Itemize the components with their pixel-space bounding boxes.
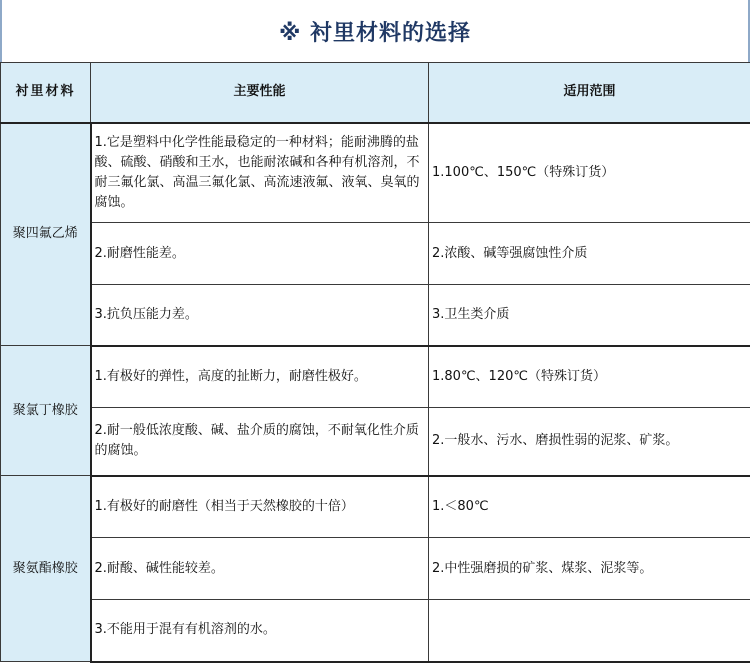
scope-cell: 1.＜80℃ (429, 476, 750, 538)
scope-cell (429, 600, 750, 662)
table-row (1, 600, 750, 662)
performance-cell: 3.不能用于混有有机溶剂的水。 (91, 600, 429, 662)
scope-cell: 3.卫生类介质 (429, 285, 750, 346)
material-cell: 聚四氟乙烯 (1, 123, 91, 346)
table-row (1, 123, 750, 223)
page-title: ※ 衬里材料的选择 (0, 0, 750, 62)
performance-cell: 1.它是塑料中化学性能最稳定的一种材料；能耐沸腾的盐酸、硫酸、硝酸和王水，也能耐浓碱和各种有机溶剂，不耐三氟化氯、高温三氟化氯、高流速液氟、液氧、臭氧的腐蚀。 (91, 123, 429, 223)
performance-cell: 2.耐一般低浓度酸、碱、盐介质的腐蚀，不耐氧化性介质的腐蚀。 (91, 408, 429, 476)
header-material: 衬里材料 (1, 63, 91, 123)
performance-cell: 3.抗负压能力差。 (91, 285, 429, 346)
table-row (1, 476, 750, 538)
table-row (1, 285, 750, 346)
table-row (1, 346, 750, 408)
performance-cell: 2.耐酸、碱性能较差。 (91, 538, 429, 600)
material-cell: 聚氨酯橡胶 (1, 476, 91, 662)
table-row (1, 538, 750, 600)
performance-cell: 1.有极好的耐磨性（相当于天然橡胶的十倍） (91, 476, 429, 538)
lining-material-table (0, 62, 750, 663)
material-cell: 聚氯丁橡胶 (1, 346, 91, 476)
scope-cell: 1.80℃、120℃（特殊订货） (429, 346, 750, 408)
scope-cell: 2.一般水、污水、磨损性弱的泥浆、矿浆。 (429, 408, 750, 476)
performance-cell: 2.耐磨性能差。 (91, 223, 429, 285)
scope-cell: 1.100℃、150℃（特殊订货） (429, 123, 750, 223)
header-performance: 主要性能 (91, 63, 429, 123)
scope-cell: 2.中性强磨损的矿浆、煤浆、泥浆等。 (429, 538, 750, 600)
scope-cell: 2.浓酸、碱等强腐蚀性介质 (429, 223, 750, 285)
table-row (1, 223, 750, 285)
header-row (1, 63, 750, 123)
table-row (1, 408, 750, 476)
performance-cell: 1.有极好的弹性，高度的扯断力，耐磨性极好。 (91, 346, 429, 408)
header-scope: 适用范围 (429, 63, 750, 123)
